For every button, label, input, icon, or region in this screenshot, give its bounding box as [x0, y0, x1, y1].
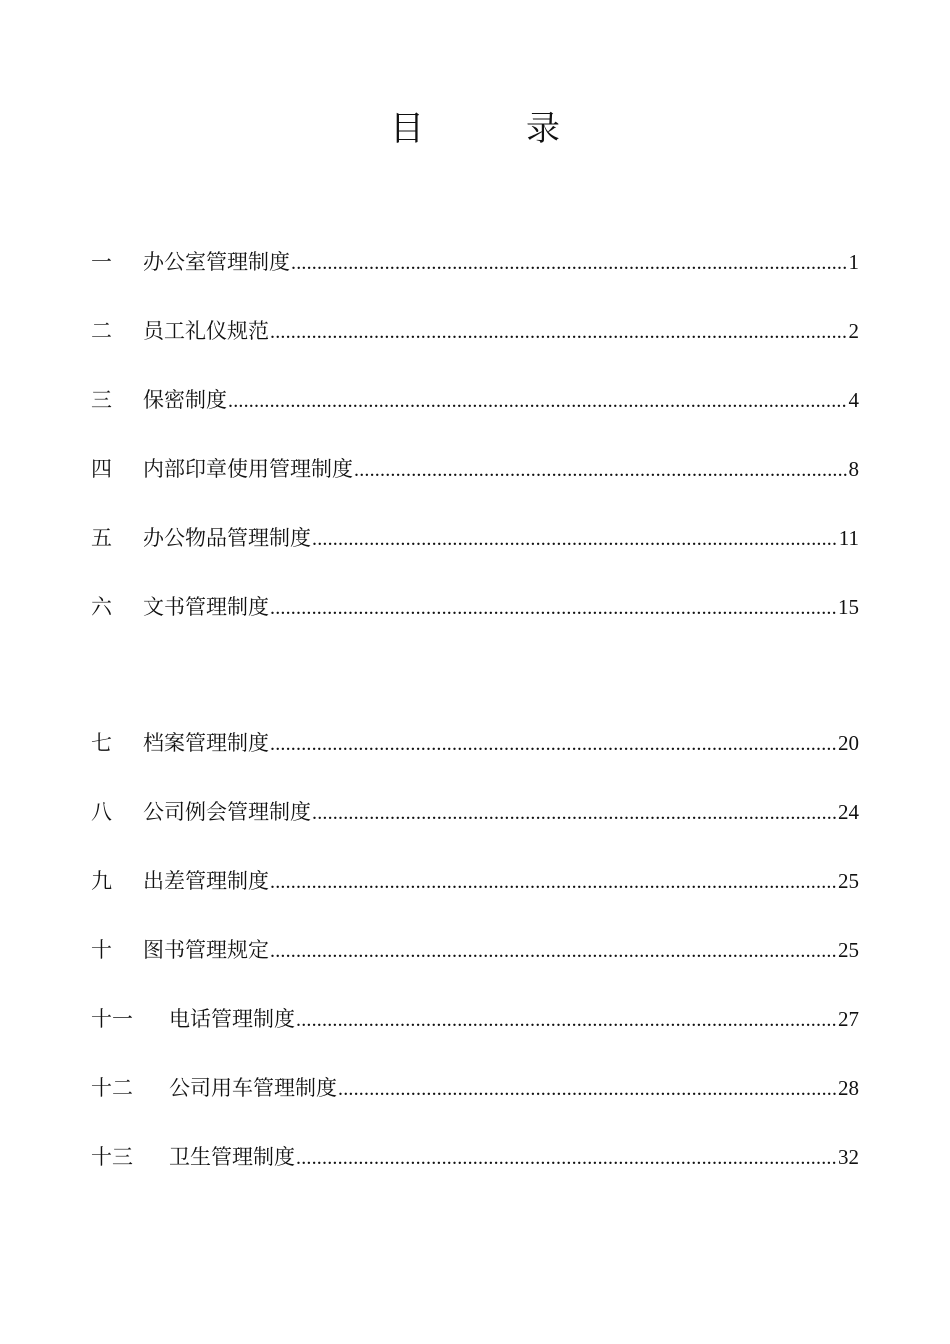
title-char-1: 目: [390, 108, 424, 149]
toc-entry-page: 20: [838, 731, 859, 755]
toc-entry-page: 8: [848, 457, 859, 481]
toc-leader-dots: [312, 523, 838, 555]
toc-entry-number: 十: [91, 938, 112, 962]
toc-entry-title: 办公室管理制度: [143, 250, 290, 274]
toc-entry-page: 4: [848, 388, 859, 412]
toc-group-1: [91, 246, 859, 623]
toc-leader-dots: [270, 728, 837, 760]
toc-group-2: [91, 727, 859, 1173]
toc-entry-number: 七: [91, 731, 112, 755]
toc-entry-number: 九: [91, 869, 112, 893]
toc-entry-page: 15: [838, 595, 859, 619]
toc-entry[interactable]: [91, 727, 859, 759]
title-char-2: 录: [526, 108, 560, 149]
toc-entry[interactable]: [91, 315, 859, 347]
toc-leader-dots: [354, 454, 848, 486]
toc-entry[interactable]: [91, 453, 859, 485]
toc-entry-title: 文书管理制度: [143, 595, 269, 619]
toc-entry-number: 一: [91, 250, 112, 274]
toc-entry-page: 25: [838, 869, 859, 893]
toc-leader-dots: [228, 385, 848, 417]
toc-entry[interactable]: [91, 1072, 859, 1104]
toc-entry-title: 电话管理制度: [169, 1007, 295, 1031]
toc-entry-number: 八: [91, 800, 112, 824]
toc-entry-page: 11: [838, 526, 859, 550]
toc-entry-page: 27: [838, 1007, 859, 1031]
toc-entry-title: 档案管理制度: [143, 731, 269, 755]
toc-leader-dots: [296, 1004, 837, 1036]
toc-leader-dots: [270, 935, 837, 967]
toc-entry-title: 员工礼仪规范: [143, 319, 269, 343]
toc-entry[interactable]: [91, 591, 859, 623]
toc-leader-dots: [291, 247, 848, 279]
toc-entry-title: 出差管理制度: [143, 869, 269, 893]
toc-entry-title: 内部印章使用管理制度: [143, 457, 353, 481]
toc-leader-dots: [270, 592, 837, 624]
toc-entry-page: 28: [838, 1076, 859, 1100]
toc-entry[interactable]: [91, 384, 859, 416]
toc-entry[interactable]: [91, 865, 859, 897]
toc-entry-number: 二: [91, 319, 112, 343]
toc-entry-number: 十二: [91, 1076, 133, 1100]
toc-entry[interactable]: [91, 1003, 859, 1035]
toc-entry-title: 卫生管理制度: [169, 1145, 295, 1169]
toc-entry-page: 24: [838, 800, 859, 824]
toc-entry-number: 五: [91, 526, 112, 550]
toc-entry[interactable]: [91, 1141, 859, 1173]
toc-entry-page: 25: [838, 938, 859, 962]
toc-entry-page: 1: [848, 250, 859, 274]
page-title: [0, 100, 950, 150]
toc-entry-title: 公司用车管理制度: [169, 1076, 337, 1100]
toc-entry-number: 四: [91, 457, 112, 481]
toc-leader-dots: [296, 1142, 837, 1174]
toc-entry-number: 三: [91, 388, 112, 412]
toc-entry[interactable]: [91, 522, 859, 554]
toc-entry-title: 保密制度: [143, 388, 227, 412]
toc-entry[interactable]: [91, 796, 859, 828]
toc-leader-dots: [312, 797, 837, 829]
toc-entry-number: 六: [91, 595, 112, 619]
toc-leader-dots: [270, 316, 848, 348]
toc-entry-title: 办公物品管理制度: [143, 526, 311, 550]
toc-entry-page: 32: [838, 1145, 859, 1169]
toc-entry-number: 十三: [91, 1145, 133, 1169]
toc-entry-number: 十一: [91, 1007, 133, 1031]
toc-leader-dots: [270, 866, 837, 898]
toc-entry-page: 2: [848, 319, 859, 343]
toc-entry-title: 公司例会管理制度: [143, 800, 311, 824]
toc-leader-dots: [338, 1073, 837, 1105]
toc-entry-title: 图书管理规定: [143, 938, 269, 962]
toc-entry[interactable]: [91, 246, 859, 278]
toc-entry[interactable]: [91, 934, 859, 966]
